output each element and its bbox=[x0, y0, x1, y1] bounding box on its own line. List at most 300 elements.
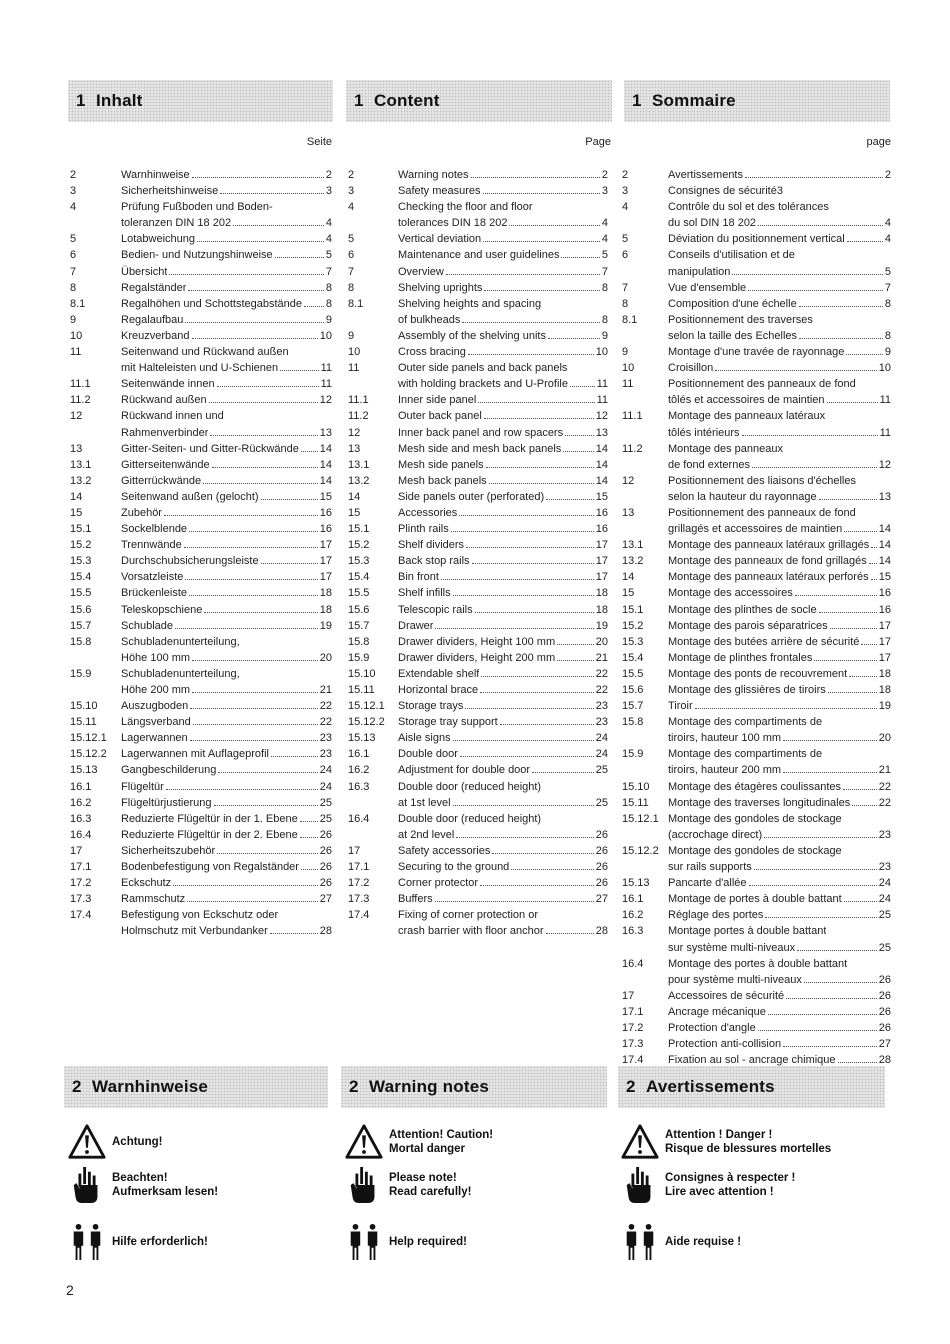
toc-entry bbox=[348, 247, 608, 263]
toc-entry-text: Montage de portes à double battant bbox=[668, 893, 842, 906]
toc-entry-text: Outer side panels and back panels bbox=[398, 362, 568, 375]
toc-entry bbox=[622, 666, 891, 682]
toc-entry bbox=[70, 247, 332, 263]
toc-entry-title bbox=[668, 618, 891, 634]
toc-entry-title bbox=[121, 569, 332, 585]
toc-entry-page: 12 bbox=[878, 458, 891, 471]
toc-entry-number: 15.12.1 bbox=[70, 732, 107, 745]
toc-entry bbox=[348, 779, 608, 811]
toc-entry-text: Übersicht bbox=[121, 265, 168, 278]
toc-entry-number: 8.1 bbox=[348, 297, 364, 310]
toc-entry-text: Tiroir bbox=[668, 700, 693, 713]
toc-entry-number: 15.4 bbox=[622, 651, 644, 664]
toc-entry bbox=[70, 505, 332, 521]
toc-entry-number: 15.10 bbox=[348, 667, 376, 680]
dot-leader bbox=[453, 585, 594, 596]
dot-leader bbox=[557, 650, 594, 661]
toc-entry-text: Montage des glissières de tiroirs bbox=[668, 684, 826, 696]
dot-leader bbox=[261, 553, 318, 564]
toc-entry-line bbox=[668, 988, 891, 1004]
toc-entry-title bbox=[121, 183, 332, 199]
toc-entry-text: Double door bbox=[398, 748, 458, 761]
toc-entry-title bbox=[668, 167, 891, 183]
toc-entry-line bbox=[668, 553, 891, 569]
toc-entry-title bbox=[668, 602, 891, 618]
toc-entry-number: 15.13 bbox=[348, 732, 376, 745]
dot-leader bbox=[475, 602, 594, 613]
toc-entry-page: 17 bbox=[878, 619, 891, 632]
toc-entry-page: 22 bbox=[878, 796, 891, 809]
toc-entry-page: 17 bbox=[595, 539, 608, 552]
toc-entry-page: 25 bbox=[595, 764, 608, 777]
toc-entry-title bbox=[398, 408, 608, 424]
toc-entry-page: 17 bbox=[878, 651, 891, 664]
dot-leader bbox=[563, 441, 593, 452]
toc-entry-title bbox=[398, 682, 608, 698]
warning-line: Hilfe erforderlich! bbox=[112, 1236, 208, 1248]
warning-text bbox=[389, 1128, 493, 1156]
toc-entry-line bbox=[121, 505, 332, 521]
toc-entry bbox=[70, 843, 332, 859]
toc-entry-text: Montage des butées arrière de sécurité bbox=[668, 635, 860, 648]
warning-line: Risque de blessures mortelles bbox=[665, 1143, 832, 1155]
toc-entry-text: selon la taille des Echelles bbox=[668, 329, 798, 342]
toc-entry-page: 3 bbox=[325, 185, 332, 198]
toc-entry-number: 8 bbox=[348, 281, 355, 294]
toc-entry-title bbox=[121, 875, 332, 891]
toc-entry-page: 26 bbox=[878, 1021, 891, 1034]
toc-entry-title bbox=[398, 585, 608, 601]
toc-entry-line bbox=[121, 441, 332, 457]
toc-entry-line bbox=[668, 489, 891, 505]
toc-entry-number: 15.1 bbox=[348, 523, 370, 536]
toc-entry-page: 17 bbox=[595, 555, 608, 568]
toc-entry-number: 15.8 bbox=[622, 716, 644, 729]
toc-entry-text: Safety measures bbox=[398, 185, 481, 198]
toc-entry bbox=[622, 167, 891, 183]
toc-entry-title bbox=[668, 811, 891, 843]
toc-entry-number: 15.8 bbox=[348, 635, 370, 648]
toc-entry-title bbox=[121, 344, 332, 376]
toc-entry-line bbox=[668, 634, 891, 650]
toc-entry-text: Gitterrückwände bbox=[121, 474, 202, 487]
toc-entry-title bbox=[398, 907, 608, 939]
toc-entry-line bbox=[668, 795, 891, 811]
toc-entry-line bbox=[668, 215, 891, 231]
toc-entry-text: pour système multi-niveaux bbox=[668, 973, 802, 986]
toc-entry bbox=[70, 714, 332, 730]
section-header-warnings-en bbox=[341, 1066, 607, 1108]
toc-entry-title bbox=[668, 779, 891, 795]
toc-entry-line bbox=[668, 859, 891, 875]
toc-entry-page: 14 bbox=[595, 442, 608, 455]
toc-entry-page: 13 bbox=[319, 426, 332, 439]
toc-entry-text: Safety accessories bbox=[398, 844, 491, 857]
dot-leader bbox=[819, 602, 877, 613]
toc-entry-text: Montage des étagères coulissantes bbox=[668, 780, 842, 793]
toc-entry-line bbox=[668, 972, 891, 988]
toc-entry bbox=[622, 779, 891, 795]
toc-entry bbox=[70, 537, 332, 553]
toc-entry-page: 13 bbox=[595, 426, 608, 439]
dot-leader bbox=[561, 247, 599, 258]
toc-entry-number: 15.13 bbox=[622, 877, 650, 890]
toc-entry-number: 15 bbox=[622, 587, 635, 600]
toc-entry-number: 11.2 bbox=[348, 410, 369, 423]
toc-entry-page: 19 bbox=[878, 700, 891, 713]
toc-entry-page: 15 bbox=[878, 571, 891, 584]
toc-entry-number: 15.6 bbox=[70, 603, 92, 616]
toc-entry-text: with holding brackets and U-Profile bbox=[398, 378, 568, 391]
toc-entry-page: 8 bbox=[325, 297, 332, 310]
toc-entry-page: 20 bbox=[878, 732, 891, 745]
toc-entry bbox=[348, 843, 608, 859]
toc-entry-line bbox=[121, 843, 332, 859]
toc-entry bbox=[348, 231, 608, 247]
toc-entry-line bbox=[398, 762, 608, 778]
dot-leader bbox=[764, 827, 877, 838]
dot-leader bbox=[212, 457, 318, 468]
toc-entry-text: Seitenwände innen bbox=[121, 378, 215, 391]
toc-entry-line bbox=[398, 521, 608, 537]
warning-line: Attention! Caution! bbox=[389, 1129, 494, 1141]
toc-entry-line bbox=[398, 360, 608, 376]
toc-entry-page: 24 bbox=[319, 764, 332, 777]
dot-leader bbox=[852, 795, 877, 806]
toc-entry-line bbox=[121, 923, 332, 939]
toc-entry bbox=[70, 602, 332, 618]
toc-entry-title bbox=[668, 746, 891, 778]
toc-entry-title bbox=[121, 328, 332, 344]
dot-leader bbox=[742, 425, 878, 436]
toc-entry bbox=[348, 569, 608, 585]
toc-entry-number: 9 bbox=[622, 346, 629, 359]
toc-entry-text: Drawer dividers, Height 200 mm bbox=[398, 651, 556, 664]
dot-leader bbox=[804, 972, 877, 983]
toc-entry bbox=[348, 473, 608, 489]
dot-leader bbox=[768, 1004, 877, 1015]
hand-caution-icon bbox=[621, 1166, 659, 1204]
toc-entry-title bbox=[121, 859, 332, 875]
section-title: Inhalt bbox=[96, 91, 143, 110]
dot-leader bbox=[189, 521, 318, 532]
toc-entry-line bbox=[121, 231, 332, 247]
toc-entry-line bbox=[398, 682, 608, 698]
toc-entry-title bbox=[668, 408, 891, 440]
toc-entry-text: Horizontal brace bbox=[398, 684, 479, 696]
toc-entry-text: Teleskopschiene bbox=[121, 603, 203, 616]
toc-entry-number: 15.12.1 bbox=[622, 812, 659, 825]
toc-entry-page: 4 bbox=[325, 217, 332, 230]
toc-entry-text: Vertical deviation bbox=[398, 233, 482, 246]
toc-entry-line bbox=[668, 940, 891, 956]
dot-leader bbox=[846, 344, 882, 355]
toc-entry-line bbox=[668, 1020, 891, 1036]
toc-entry-page: 26 bbox=[319, 828, 332, 841]
toc-entry-number: 15.9 bbox=[622, 748, 644, 761]
dot-leader bbox=[204, 602, 317, 613]
toc-entry-line bbox=[398, 376, 608, 392]
toc-entry-title bbox=[398, 199, 608, 231]
toc-entry-page: 11 bbox=[320, 378, 332, 391]
toc-entry-text: Protection anti-collision bbox=[668, 1038, 782, 1051]
toc-entry-text: Back stop rails bbox=[398, 555, 470, 568]
toc-entry-title bbox=[121, 457, 332, 473]
toc-entry bbox=[348, 875, 608, 891]
toc-entry-text: Assembly of the shelving units bbox=[398, 329, 546, 342]
toc-entry-page: 16 bbox=[595, 506, 608, 519]
toc-entry-title bbox=[668, 360, 891, 376]
toc-entry-page: 22 bbox=[319, 700, 332, 713]
toc-entry-text: Durchschubsicherungsleiste bbox=[121, 555, 259, 568]
toc-entry-title bbox=[398, 843, 608, 859]
toc-entry-text: Mesh side panels bbox=[398, 458, 484, 471]
toc-entry-text: of bulkheads bbox=[398, 313, 461, 326]
toc-entry-line bbox=[668, 408, 891, 424]
dot-leader bbox=[827, 392, 878, 403]
toc-entry bbox=[348, 714, 608, 730]
toc-entry-title bbox=[121, 618, 332, 634]
toc-entry-text: Montage des panneaux latéraux bbox=[668, 410, 826, 423]
section-title: Avertissements bbox=[646, 1077, 775, 1096]
toc-entry-title bbox=[398, 730, 608, 746]
toc-entry-line bbox=[398, 907, 608, 923]
toc-entry bbox=[70, 795, 332, 811]
toc-entry-line bbox=[121, 746, 332, 762]
toc-entry bbox=[348, 666, 608, 682]
toc-entry bbox=[70, 473, 332, 489]
toc-entry-page: 27 bbox=[319, 893, 332, 906]
toc-entry-text: Höhe 200 mm bbox=[121, 684, 191, 696]
warning-item bbox=[621, 1223, 741, 1261]
toc-entry bbox=[622, 746, 891, 778]
toc-entry-page: 4 bbox=[884, 217, 891, 230]
toc-entry-page: 12 bbox=[595, 410, 608, 423]
toc-entry bbox=[348, 553, 608, 569]
toc-entry-number: 17.1 bbox=[348, 861, 370, 874]
dot-leader bbox=[280, 360, 318, 371]
toc-entry-line bbox=[668, 183, 891, 199]
dot-leader bbox=[185, 312, 323, 323]
toc-entry-text: mit Halteleisten und U-Schienen bbox=[121, 362, 279, 375]
toc-entry-text: Zubehör bbox=[121, 506, 162, 519]
toc-entry-title bbox=[121, 489, 332, 505]
dot-leader bbox=[783, 730, 877, 741]
toc-entry-line bbox=[121, 521, 332, 537]
toc-entry bbox=[622, 505, 891, 537]
two-persons-icon bbox=[621, 1223, 659, 1261]
toc-entry-page: 9 bbox=[884, 346, 891, 359]
toc-entry-line bbox=[121, 875, 332, 891]
dot-leader bbox=[797, 940, 877, 951]
dot-leader bbox=[844, 891, 877, 902]
toc-entry-line bbox=[668, 843, 891, 859]
toc-entry-page: 19 bbox=[595, 619, 608, 632]
toc-entry-text: Croisillon bbox=[668, 362, 714, 375]
toc-entry-line bbox=[121, 457, 332, 473]
dot-leader bbox=[871, 569, 877, 580]
toc-entry-number: 17.1 bbox=[70, 861, 92, 874]
toc-entry bbox=[348, 280, 608, 296]
toc-entry-title bbox=[121, 634, 332, 666]
toc-entry-line bbox=[121, 795, 332, 811]
toc-entry-number: 2 bbox=[622, 169, 629, 181]
toc-entry-number: 3 bbox=[348, 185, 355, 198]
toc-entry-page: 27 bbox=[878, 1038, 891, 1051]
toc-entry bbox=[622, 376, 891, 408]
toc-entry bbox=[70, 280, 332, 296]
toc-entry-line bbox=[398, 408, 608, 424]
two-persons-icon bbox=[68, 1223, 106, 1261]
toc-entry-page: 14 bbox=[878, 555, 891, 568]
toc-entry-title bbox=[668, 843, 891, 875]
toc-entry-text: Vue d'ensemble bbox=[668, 281, 747, 294]
dot-leader bbox=[189, 585, 318, 596]
toc-entry-page: 18 bbox=[319, 603, 332, 616]
toc-entry bbox=[348, 199, 608, 231]
toc-entry-line bbox=[398, 795, 608, 811]
section-number: 2 bbox=[349, 1077, 359, 1096]
toc-entry-title bbox=[668, 956, 891, 988]
toc-entry-number: 2 bbox=[348, 169, 355, 181]
warning-item bbox=[345, 1166, 471, 1204]
dot-leader bbox=[484, 408, 594, 419]
toc-entry-page: 11 bbox=[596, 378, 608, 391]
toc-entry-number: 13.1 bbox=[348, 458, 370, 471]
toc-entry-title bbox=[398, 328, 608, 344]
toc-entry-text: Gangbeschilderung bbox=[121, 764, 217, 777]
toc-entry-text: Seitenwand außen (gelocht) bbox=[121, 490, 259, 503]
dot-leader bbox=[758, 215, 883, 226]
toc-entry-text: Rahmenverbinder bbox=[121, 426, 209, 439]
toc-entry-number: 15.5 bbox=[70, 587, 92, 600]
toc-entry-page: 9 bbox=[325, 313, 332, 326]
toc-entry-number: 13 bbox=[348, 442, 361, 455]
toc-entry-page: 26 bbox=[319, 861, 332, 874]
dot-leader bbox=[187, 891, 318, 902]
warning-item bbox=[345, 1123, 493, 1161]
toc-entry-page: 10 bbox=[595, 346, 608, 359]
toc-entry-text: Shelf dividers bbox=[398, 539, 465, 552]
toc-entry-title bbox=[121, 521, 332, 537]
toc-entry-number: 13 bbox=[622, 506, 635, 519]
dot-leader bbox=[838, 1052, 877, 1063]
toc-entry-number: 12 bbox=[70, 410, 83, 423]
toc-entry-text: Rückwand innen und bbox=[121, 410, 224, 423]
section-title: Sommaire bbox=[652, 91, 736, 110]
warning-text bbox=[112, 1171, 218, 1199]
toc-entry-title bbox=[398, 779, 608, 811]
section-title: Content bbox=[374, 91, 440, 110]
toc-entry bbox=[622, 956, 891, 988]
section-header-fr bbox=[624, 80, 890, 122]
toc-entry-title bbox=[398, 746, 608, 762]
toc-entry-text: Protection d'angle bbox=[668, 1021, 756, 1034]
toc-entry-title bbox=[398, 264, 608, 280]
toc-entry-number: 13.1 bbox=[70, 458, 92, 471]
toc-entry-text: Eckschutz bbox=[121, 877, 172, 890]
toc-entry-number: 14 bbox=[348, 490, 361, 503]
toc-entry-line bbox=[398, 344, 608, 360]
toc-entry-number: 16.2 bbox=[70, 796, 92, 809]
toc-entry-line bbox=[398, 392, 608, 408]
toc-entry-title bbox=[398, 634, 608, 650]
toc-entry bbox=[70, 344, 332, 376]
toc-entry-title bbox=[668, 247, 891, 279]
toc-entry-title bbox=[668, 1004, 891, 1020]
section-number: 1 bbox=[632, 91, 642, 110]
toc-entry bbox=[70, 875, 332, 891]
toc-entry-title bbox=[668, 296, 891, 312]
toc-entry-line bbox=[398, 843, 608, 859]
toc-entry-title bbox=[668, 183, 891, 199]
toc-entry-number: 3 bbox=[622, 185, 629, 198]
toc-entry-title bbox=[121, 199, 332, 231]
toc-entry bbox=[622, 569, 891, 585]
toc-entry-number: 17 bbox=[622, 989, 635, 1002]
toc-entry-page: 28 bbox=[878, 1054, 891, 1067]
toc-entry-line bbox=[668, 457, 891, 473]
toc-entry-text: Brückenleiste bbox=[121, 587, 188, 600]
toc-entry-page: 21 bbox=[319, 684, 332, 696]
toc-entry-page: 22 bbox=[878, 780, 891, 793]
toc-entry-number: 17 bbox=[348, 844, 361, 857]
toc-entry-text: Extendable shelf bbox=[398, 667, 480, 680]
toc-entry-line bbox=[668, 264, 891, 280]
toc-entry-line bbox=[121, 280, 332, 296]
toc-entry-text: Shelving uprights bbox=[398, 281, 483, 294]
toc-entry-text: Sicherheitshinweise bbox=[121, 185, 219, 198]
toc-entry-title bbox=[398, 762, 608, 778]
dot-leader bbox=[209, 392, 318, 403]
toc-entry-line bbox=[668, 602, 891, 618]
toc-entry-number: 4 bbox=[622, 201, 629, 214]
toc-entry-number: 15.4 bbox=[348, 571, 370, 584]
toc-entry-text: Regalhöhen und Schottstegabstände bbox=[121, 297, 303, 310]
toc-entry-title bbox=[121, 392, 332, 408]
toc-entry-title bbox=[121, 247, 332, 263]
two-persons-icon bbox=[345, 1223, 383, 1261]
toc-entry-text: Inner side panel bbox=[398, 394, 477, 407]
dot-leader bbox=[451, 521, 594, 532]
warning-line: Please note! bbox=[389, 1172, 457, 1184]
toc-entry-number: 11.1 bbox=[348, 394, 369, 407]
toc-entry-line bbox=[121, 360, 332, 376]
toc-entry-text: Rammschutz bbox=[121, 893, 186, 906]
toc-entry-line bbox=[668, 392, 891, 408]
toc-entry-text: Montage des portes à double battant bbox=[668, 957, 848, 970]
toc-entry-number: 15.5 bbox=[622, 667, 644, 680]
toc-entry-page: 18 bbox=[319, 587, 332, 600]
toc-entry-text: Mesh back panels bbox=[398, 474, 487, 487]
toc-entry-text: Montage des panneaux de fond grillagés bbox=[668, 555, 867, 568]
toc-entry bbox=[70, 441, 332, 457]
toc-entry-title bbox=[398, 521, 608, 537]
toc-entry-line bbox=[668, 505, 891, 521]
dot-leader bbox=[169, 264, 323, 275]
dot-leader bbox=[214, 795, 318, 806]
toc-entry-text: Sicherheitszubehör bbox=[121, 844, 216, 857]
toc-entry-number: 14 bbox=[622, 571, 635, 584]
toc-entry-text: Befestigung von Eckschutz oder bbox=[121, 909, 279, 922]
toc-entry-page: 22 bbox=[319, 716, 332, 729]
toc-entry-text: Positionnement des liaisons d'échelles bbox=[668, 474, 856, 487]
dot-leader bbox=[300, 811, 318, 822]
dot-leader bbox=[197, 231, 324, 242]
toc-entry bbox=[70, 296, 332, 312]
toc-entry-line bbox=[121, 296, 332, 312]
toc-entry-line bbox=[121, 247, 332, 263]
